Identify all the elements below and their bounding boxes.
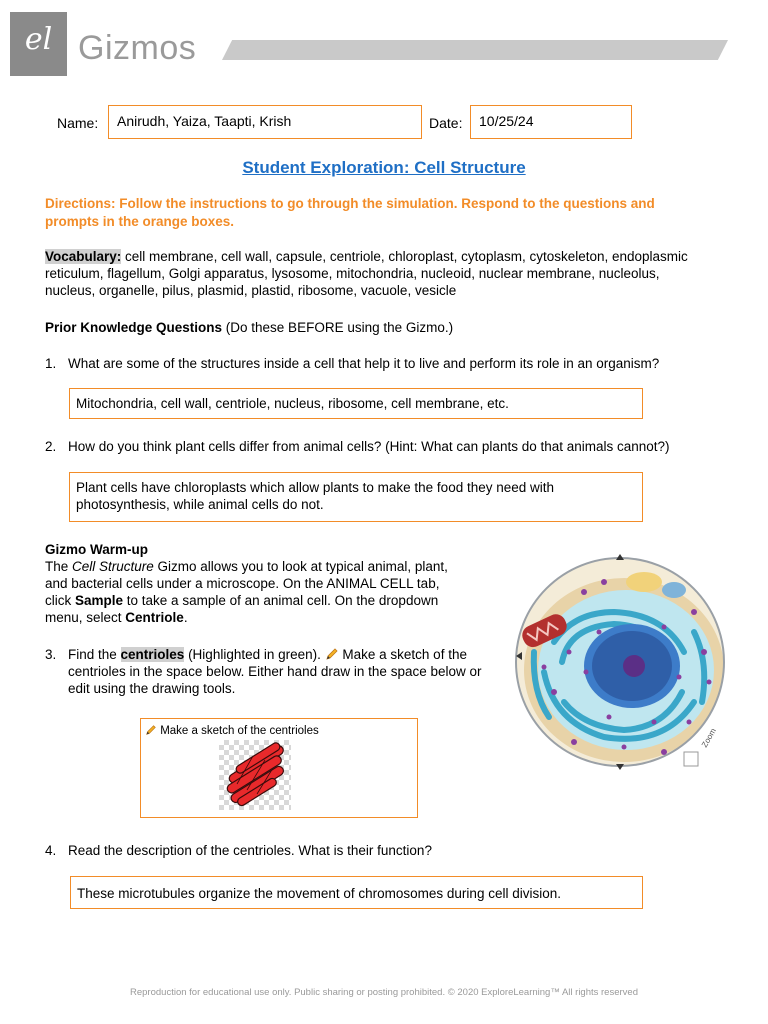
warmup-section <box>45 541 485 626</box>
question-number: 1. <box>45 356 57 371</box>
q3-text: centrioles in the space below. Either hand draw in the space below or <box>68 664 482 679</box>
question-1-text: What are some of the structures inside a cell that help it to live and perform its role in an organism? <box>68 356 660 371</box>
question-4-text: Read the description of the centrioles. What is their function? <box>68 843 432 858</box>
prior-knowledge-note: (Do these BEFORE using the Gizmo.) <box>222 320 454 335</box>
brand-name: Gizmos <box>78 29 197 67</box>
warmup-text: The <box>45 559 73 574</box>
warmup-text: menu, select <box>45 610 126 625</box>
prior-knowledge-title: Prior Knowledge Questions <box>45 320 223 335</box>
vocabulary-text: nucleus, organelle, pilus, plasmid, plastid, ribosome, vacuole, vesicle <box>45 283 457 298</box>
q3-text: Find the <box>68 647 121 662</box>
q3-text: (Highlighted in green). <box>184 647 325 662</box>
warmup-text: click <box>45 593 75 608</box>
q3-text: edit using the drawing tools. <box>68 681 236 696</box>
directions-line: Directions: Follow the instructions to go through the simulation. Respond to the questions and <box>45 196 655 211</box>
answer-box-2[interactable] <box>69 472 643 522</box>
vocabulary <box>45 248 735 299</box>
warmup-text: . <box>183 610 188 625</box>
sketch-caption <box>145 724 319 738</box>
answer-line: Plant cells have chloroplasts which allow plants to make the food they need with <box>76 480 555 495</box>
vocabulary-text: cell membrane, cell wall, capsule, centriole, chloroplast, cytoplasm, cytoskeleton, endoplasmic <box>121 249 688 264</box>
name-label: Name: <box>57 115 99 131</box>
pencil-icon <box>325 647 339 662</box>
question-number: 2. <box>45 439 57 454</box>
zoom-label: Zoom <box>699 726 718 749</box>
header-bar <box>222 40 728 60</box>
warmup-text: and bacterial cells under a microscope. On the ANIMAL CELL tab, <box>45 576 440 591</box>
answer-box-4[interactable]: These microtubules organize the movement of chromosomes during cell division. <box>70 876 643 909</box>
animal-cell-image <box>514 552 726 774</box>
gizmo-name: Cell Structure <box>72 559 154 574</box>
q3-text: Make a sketch of the <box>338 647 467 662</box>
centriole-sketch <box>219 740 291 810</box>
question-number: 3. <box>45 647 57 662</box>
directions <box>45 195 725 231</box>
sample-keyword: Sample <box>75 593 124 608</box>
footer-copyright: Reproduction for educational use only. Public sharing or posting prohibited. © 2020 ExploreLearning™ All rights reserved <box>130 987 638 998</box>
directions-line: prompts in the orange boxes. <box>45 214 235 229</box>
warmup-text: Gizmo allows you to look at typical animal, plant, <box>153 559 448 574</box>
date-label: Date: <box>429 115 463 131</box>
date-field[interactable]: 10/25/24 <box>470 105 632 139</box>
answer-box-1[interactable]: Mitochondria, cell wall, centriole, nucleus, ribosome, cell membrane, etc. <box>69 388 643 419</box>
sketch-caption-text: Make a sketch of the centrioles <box>160 725 319 737</box>
question-3-text <box>68 646 508 697</box>
logo-icon: el <box>24 22 53 57</box>
centriole-keyword: Centriole <box>125 610 184 625</box>
name-field[interactable]: Anirudh, Yaiza, Taapti, Krish <box>108 105 422 139</box>
warmup-heading: Gizmo Warm-up <box>45 542 148 557</box>
question-number: 4. <box>45 843 57 858</box>
vocabulary-text: reticulum, flagellum, Golgi apparatus, lysosome, mitochondria, nucleoid, nuclear membrane, nucleolus, <box>45 266 660 281</box>
question-2-text: How do you think plant cells differ from animal cells? (Hint: What can plants do that animals cannot?) <box>68 439 670 454</box>
page-title: Student Exploration: Cell Structure <box>242 158 526 177</box>
answer-line: photosynthesis, while animal cells do not. <box>76 497 324 512</box>
pencil-icon <box>145 725 157 737</box>
centrioles-highlight: centrioles <box>120 647 185 662</box>
warmup-text: to take a sample of an animal cell. On the dropdown <box>123 593 439 608</box>
prior-knowledge-heading <box>45 319 735 336</box>
vocabulary-label: Vocabulary: <box>45 249 122 264</box>
